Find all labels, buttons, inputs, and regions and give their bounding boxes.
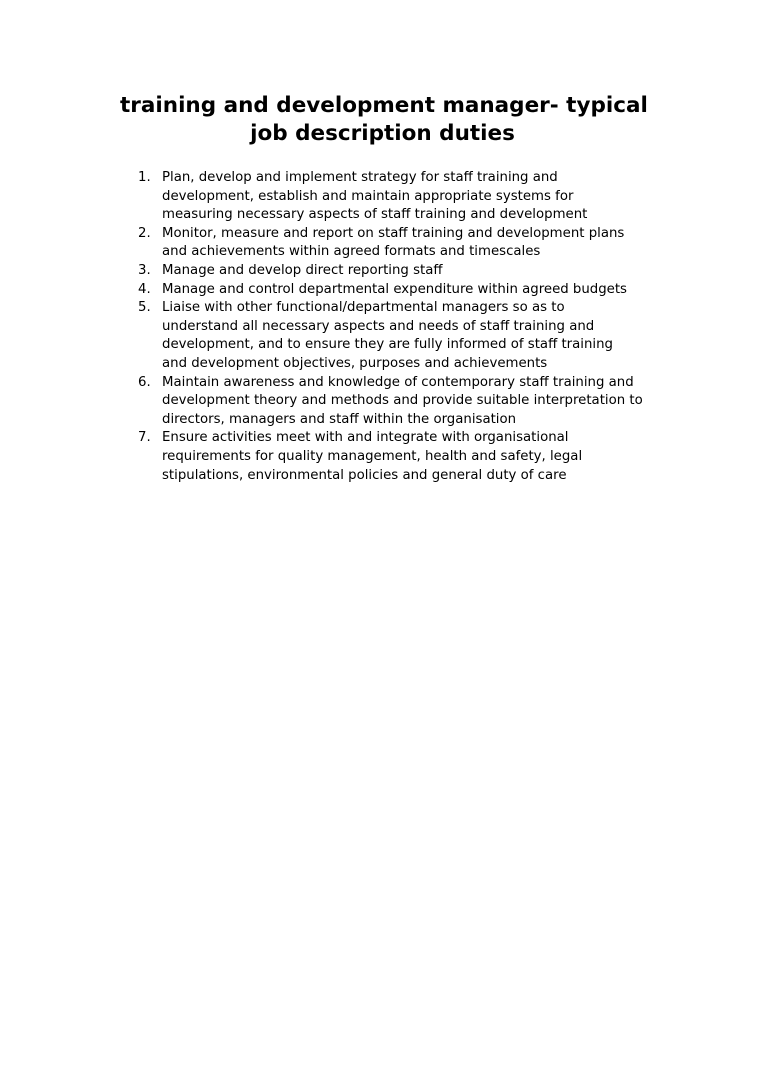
duty-number: 2. bbox=[138, 225, 151, 241]
duty-text-line: Liaise with other functional/departmental managers so as to bbox=[162, 300, 565, 316]
duty-item-4 bbox=[138, 281, 662, 300]
duty-item-3 bbox=[138, 262, 662, 281]
duty-text-line: directors, managers and staff within the organisation bbox=[162, 411, 517, 427]
duty-item-1 bbox=[138, 169, 662, 225]
duty-text-line: Manage and develop direct reporting staff bbox=[162, 262, 443, 278]
duty-text-line: understand all necessary aspects and needs of staff training and bbox=[162, 318, 595, 334]
title-line-1: training and development manager- typical bbox=[120, 93, 648, 118]
duty-text-line: Maintain awareness and knowledge of contemporary staff training and bbox=[162, 374, 634, 390]
duty-text-line: stipulations, environmental policies and general duty of care bbox=[162, 467, 567, 483]
duty-number: 1. bbox=[138, 170, 151, 185]
duty-item-2 bbox=[138, 225, 662, 262]
duty-text-line: and development objectives, purposes and achievements bbox=[162, 355, 548, 371]
duty-text-line: development, establish and maintain appropriate systems for bbox=[162, 188, 574, 204]
duty-number: 5. bbox=[138, 300, 151, 316]
duty-text-line: Monitor, measure and report on staff training and development plans bbox=[162, 225, 625, 241]
title-line-2: job description duties bbox=[250, 121, 515, 146]
duty-number: 6. bbox=[138, 374, 151, 390]
duty-item-7 bbox=[138, 429, 662, 485]
duty-text-line: and achievements within agreed formats and timescales bbox=[162, 244, 541, 260]
duty-item-6 bbox=[138, 374, 662, 430]
duty-number: 4. bbox=[138, 281, 151, 297]
duty-text-line: development, and to ensure they are fully informed of staff training bbox=[162, 337, 613, 353]
duty-item-5 bbox=[138, 299, 662, 373]
duty-text-line: development theory and methods and provide suitable interpretation to bbox=[162, 393, 643, 409]
duty-text-line: measuring necessary aspects of staff training and development bbox=[162, 207, 588, 223]
duty-text-line: Ensure activities meet with and integrate with organisational bbox=[162, 430, 569, 446]
duty-text-line: Manage and control departmental expenditure within agreed budgets bbox=[162, 281, 627, 297]
duty-number: 7. bbox=[138, 430, 151, 446]
duties-list bbox=[138, 169, 662, 485]
document-title bbox=[120, 92, 648, 148]
duty-text-line: Plan, develop and implement strategy for staff training and bbox=[162, 170, 558, 185]
duty-text-line: requirements for quality management, health and safety, legal bbox=[162, 448, 583, 464]
duty-number: 3. bbox=[138, 262, 151, 278]
